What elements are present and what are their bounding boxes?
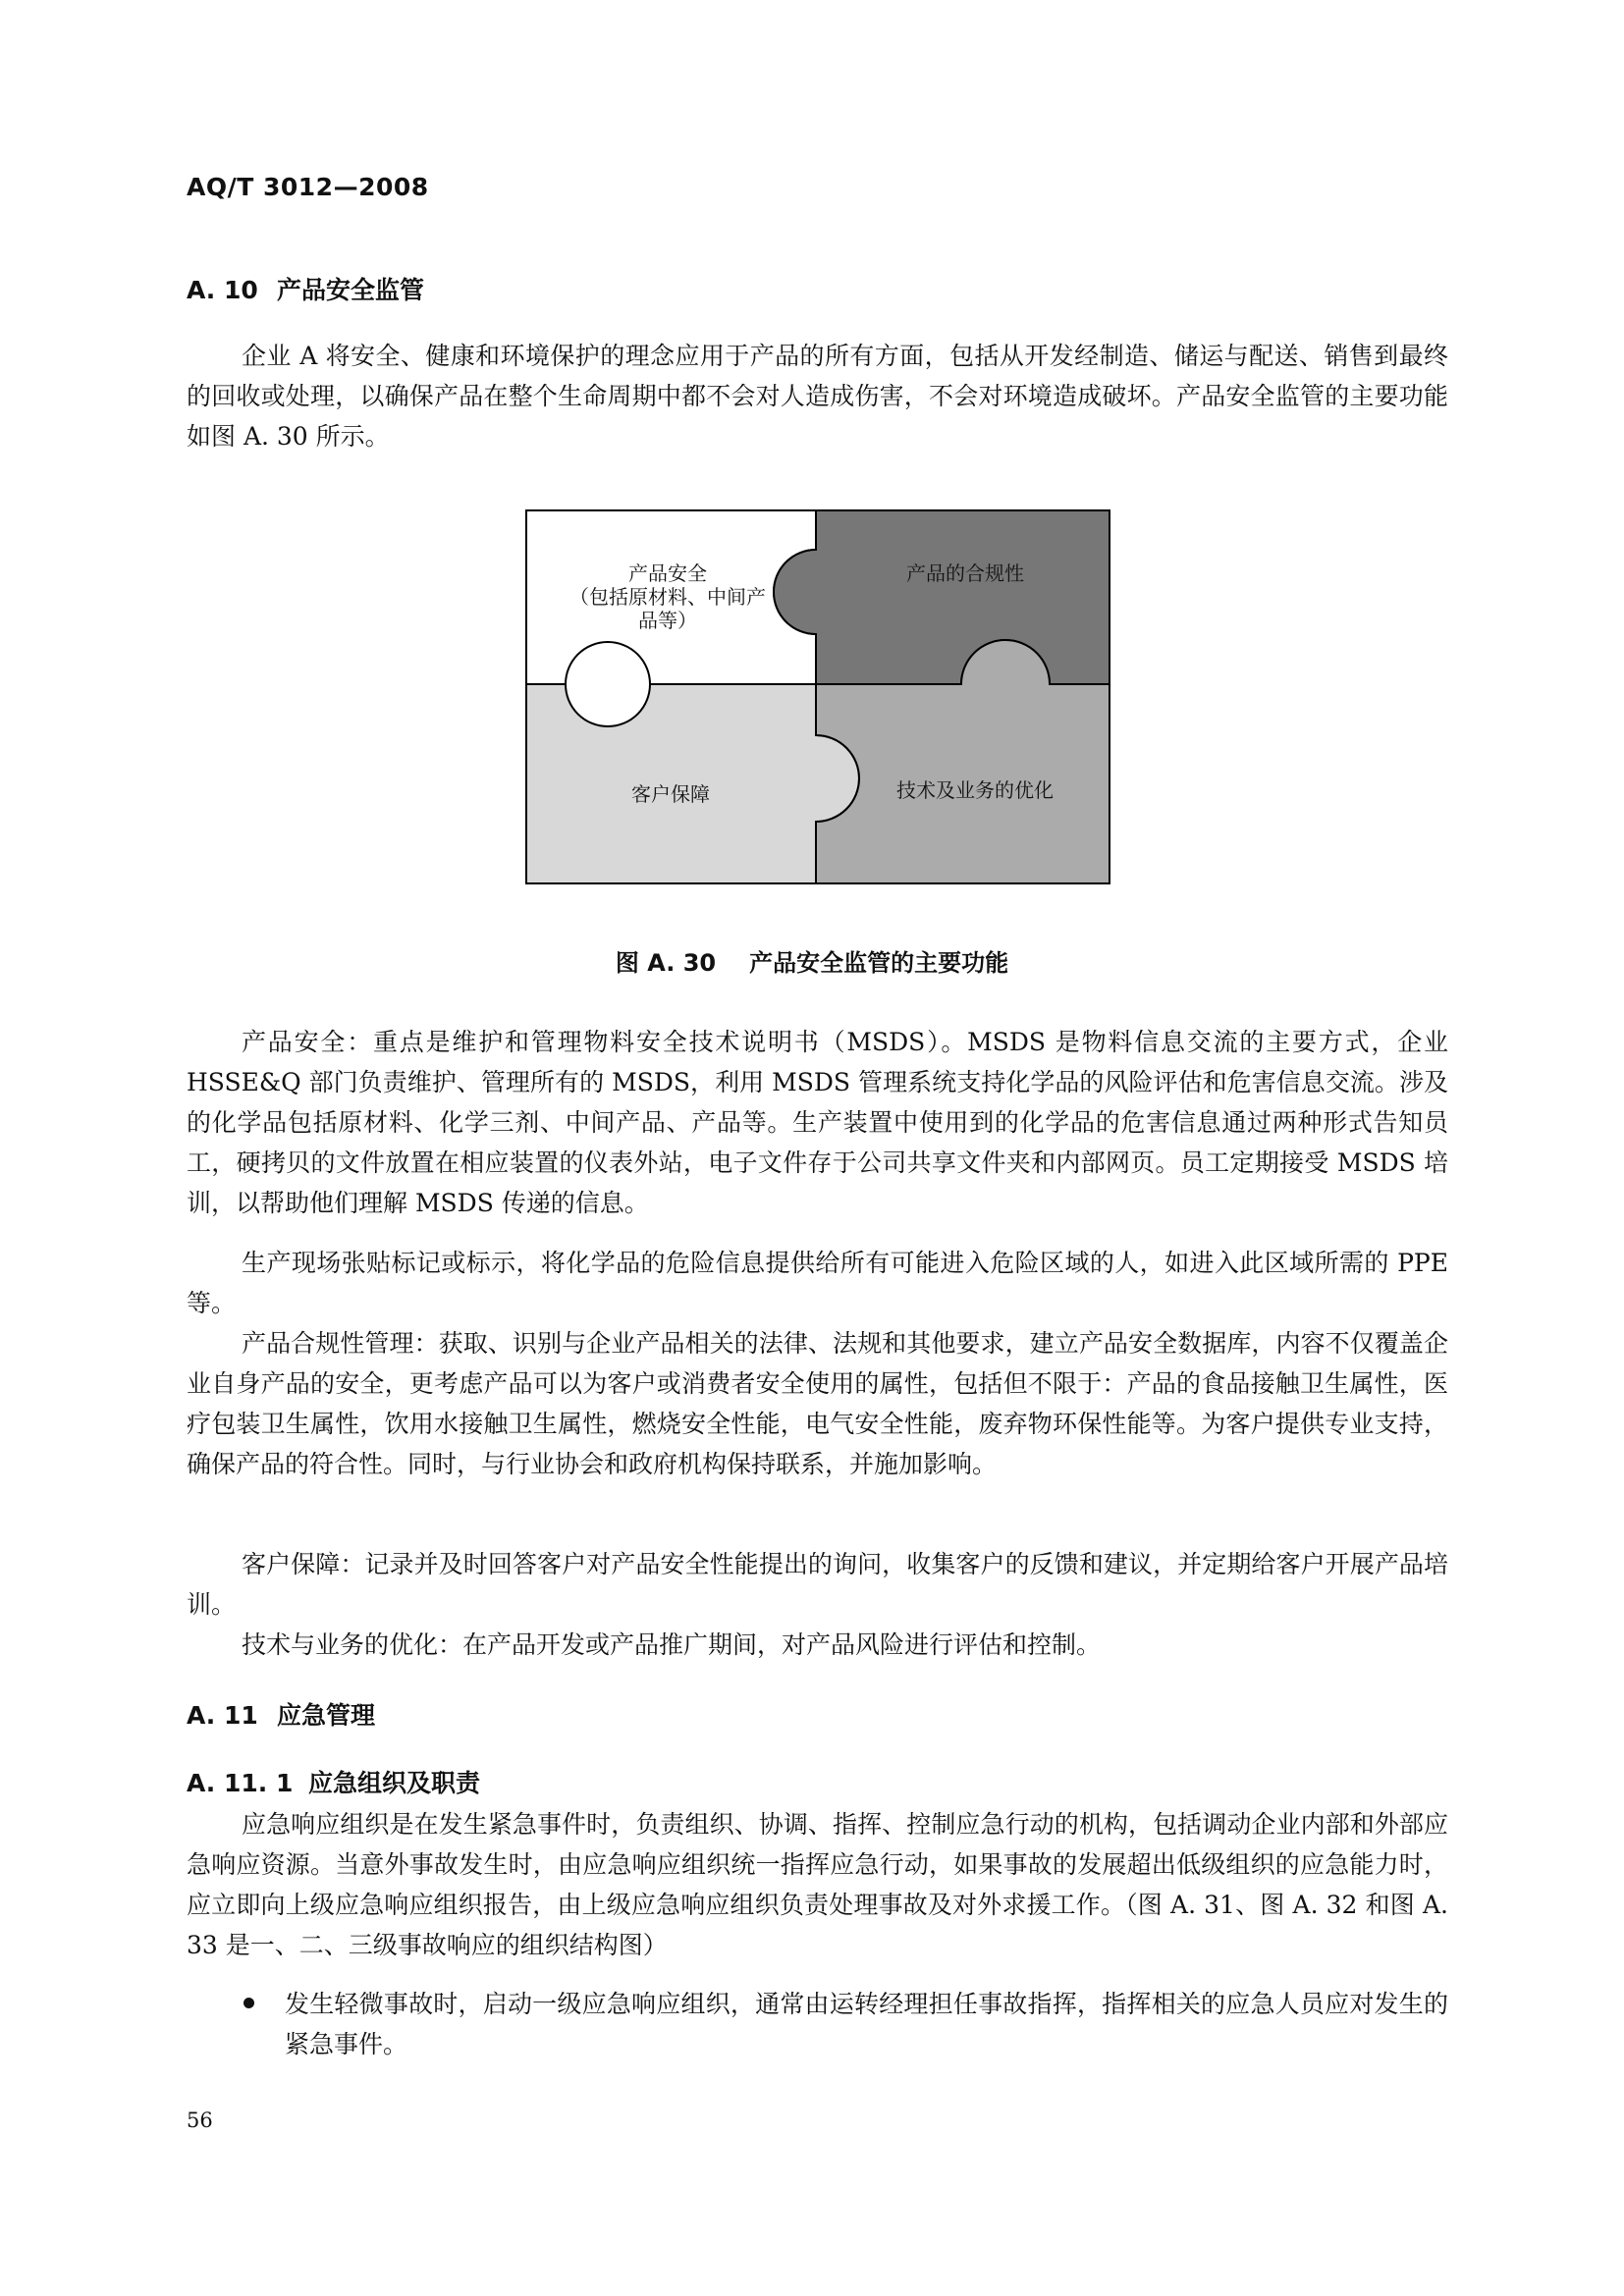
paragraph-compliance: 产品合规性管理：获取、识别与企业产品相关的法律、法规和其他要求，建立产品安全数据库，内容不仅覆盖企业自身产品的安全，更考虑产品可以为客户或消费者安全使用的属性，包括但不限于：产品的食品接触卫生属性，医疗包装卫生属性，饮用水接触卫生属性，燃烧安全性能，电气安全性能，废弃物环保性能等。为客户提供专业支持，确保产品的符合性。同时，与行业协会和政府机构保持联系，并施加影响。 [187, 1329, 1448, 1478]
label-customer-assurance: 客户保障 [631, 782, 710, 806]
paragraph-site-labeling: 生产现场张贴标记或标示，将化学品的危险信息提供给所有可能进入危险区域的人，如进入此区域所需的 PPE 等。 [187, 1249, 1448, 1317]
paragraph-optimization: 技术与业务的优化：在产品开发或产品推广期间，对产品风险进行评估和控制。 [242, 1630, 1102, 1659]
paragraph-emergency-organization: 应急响应组织是在发生紧急事件时，负责组织、协调、指挥、控制应急行动的机构，包括调动企业内部和外部应急响应资源。当意外事故发生时，由应急响应组织统一指挥应急行动，如果事故的发展超出低级组织的应急能力时，应立即向上级应急响应组织报告，由上级应急响应组织负责处理事故及对外求援工作。（图 A. 31、图 A. 32 和图 A. 33 是一、二、三级事故响应的组织结构图） [187, 1810, 1448, 1959]
caption-title: 产品安全监管的主要功能 [749, 949, 1009, 977]
section-title: 应急组织及职责 [308, 1769, 481, 1797]
puzzle-piece-compliance [774, 509, 1110, 684]
paragraph-customer-assurance: 客户保障：记录并及时回答客户对产品安全性能提出的询问，收集客户的反馈和建议，并定期给客户开展产品培训。 [187, 1550, 1448, 1619]
section-number: A. 10 [187, 276, 258, 304]
bullet-icon [244, 1998, 254, 2008]
paragraph-product-safety: 产品安全：重点是维护和管理物料安全技术说明书（MSDS）。MSDS 是物料信息交流的主要方式，企业 HSSE&Q 部门负责维护、管理所有的 MSDS，利用 MSDS 管理系统支持化学品的风险评估和危害信息交流。涉及的化学品包括原材料、化学三剂、中间产品、产品等。生产装置中使用到的化学品的危害信息通过两种形式告知员工，硬拷贝的文件放置在相应装置的仪表外站，电子文件存于公司共享文件夹和内部网页。员工定期接受 MSDS 培训，以帮助他们理解 MSDS 传递的信息。 [187, 1028, 1448, 1217]
section-title: 应急管理 [277, 1701, 376, 1730]
section-number: A. 11. 1 [187, 1769, 294, 1797]
section-heading-a11-1 [187, 1764, 480, 1799]
caption-number: 图 A. 30 [615, 949, 717, 977]
label-optimization: 技术及业务的优化 [896, 778, 1054, 802]
section-heading-a10 [187, 271, 424, 306]
label-compliance: 产品的合规性 [906, 561, 1024, 585]
figure-caption [0, 943, 1624, 978]
label-product-safety: 产品安全 （包括原材料、中间产 品等） [569, 561, 766, 632]
bullet-text: 发生轻微事故时，启动一级应急响应组织，通常由运转经理担任事故指挥，指挥相关的应急人员应对发生的紧急事件。 [285, 1990, 1448, 2058]
section-number: A. 11 [187, 1701, 258, 1730]
section-title: 产品安全监管 [277, 276, 425, 304]
section-heading-a11 [187, 1696, 375, 1732]
intro-paragraph: 企业 A 将安全、健康和环境保护的理念应用于产品的所有方面，包括从开发经制造、储运与配送、销售到最终的回收或处理，以确保产品在整个生命周期中都不会对人造成伤害，不会对环境造成破坏。产品安全监管的主要功能如图 A. 30 所示。 [187, 342, 1448, 451]
puzzle-figure [525, 509, 1110, 884]
page-number: 56 [187, 2109, 213, 2132]
bullet-item [244, 1984, 1448, 2064]
document-id: AQ/T 3012—2008 [187, 173, 429, 201]
